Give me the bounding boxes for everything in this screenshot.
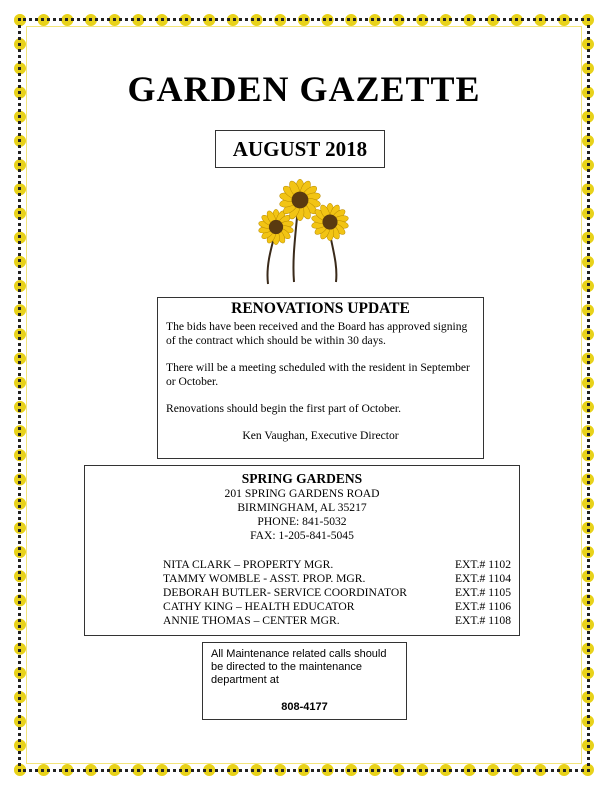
contact-address-block xyxy=(93,471,511,543)
staff-name: TAMMY WOMBLE - ASST. PROP. MGR. xyxy=(163,572,366,585)
renovations-paragraph-2: There will be a meeting scheduled with the resident in September or October. xyxy=(166,361,470,388)
renovations-signature: Ken Vaughan, Executive Director xyxy=(242,429,399,442)
flower-center xyxy=(292,192,309,209)
issue-date-box xyxy=(215,130,385,168)
sunflower-right xyxy=(311,203,349,240)
fax-number: FAX: 1-205-841-5045 xyxy=(250,529,354,542)
maintenance-notice-box xyxy=(202,642,407,720)
address-line-2: BIRMINGHAM, AL 35217 xyxy=(237,501,367,514)
maintenance-phone: 808-4177 xyxy=(281,701,328,713)
staff-row xyxy=(163,558,511,572)
staff-ext: EXT.# 1106 xyxy=(454,600,511,613)
staff-name: ANNIE THOMAS – CENTER MGR. xyxy=(163,614,340,627)
sunflower-middle xyxy=(279,179,321,221)
issue-date: AUGUST 2018 xyxy=(232,136,368,161)
staff-row xyxy=(163,586,511,600)
staff-ext: EXT.# 1108 xyxy=(454,614,511,627)
staff-row xyxy=(163,572,511,586)
renovations-paragraph-1: The bids have been received and the Board has approved signing of the contract which should be within 30 days. xyxy=(166,320,468,347)
staff-ext: EXT.# 1104 xyxy=(454,572,511,585)
staff-name: NITA CLARK – PROPERTY MGR. xyxy=(163,558,334,571)
phone-number: PHONE: 841-5032 xyxy=(257,515,347,528)
property-name: SPRING GARDENS xyxy=(241,471,363,486)
staff-row xyxy=(163,614,511,628)
staff-ext: EXT.# 1105 xyxy=(454,586,511,599)
staff-name: CATHY KING – HEALTH EDUCATOR xyxy=(163,600,355,613)
flower-center xyxy=(269,220,283,234)
sunflowers-illustration xyxy=(240,172,360,290)
newsletter-title: GARDEN GAZETTE xyxy=(127,69,481,109)
staff-ext: EXT.# 1102 xyxy=(454,558,511,571)
renovations-heading: RENOVATIONS UPDATE xyxy=(231,300,410,317)
staff-list xyxy=(163,558,511,628)
staff-row xyxy=(163,600,511,614)
address-line-1: 201 SPRING GARDENS ROAD xyxy=(224,487,380,500)
renovations-paragraph-3: Renovations should begin the first part of October. xyxy=(166,402,402,415)
maintenance-text: All Maintenance related calls should be directed to the maintenance department at xyxy=(211,648,387,686)
staff-name: DEBORAH BUTLER- SERVICE COORDINATOR xyxy=(163,586,407,599)
renovations-update-box xyxy=(157,297,484,459)
spring-gardens-box xyxy=(84,465,520,636)
flower-center xyxy=(322,214,337,229)
sunflower-left xyxy=(258,209,294,244)
